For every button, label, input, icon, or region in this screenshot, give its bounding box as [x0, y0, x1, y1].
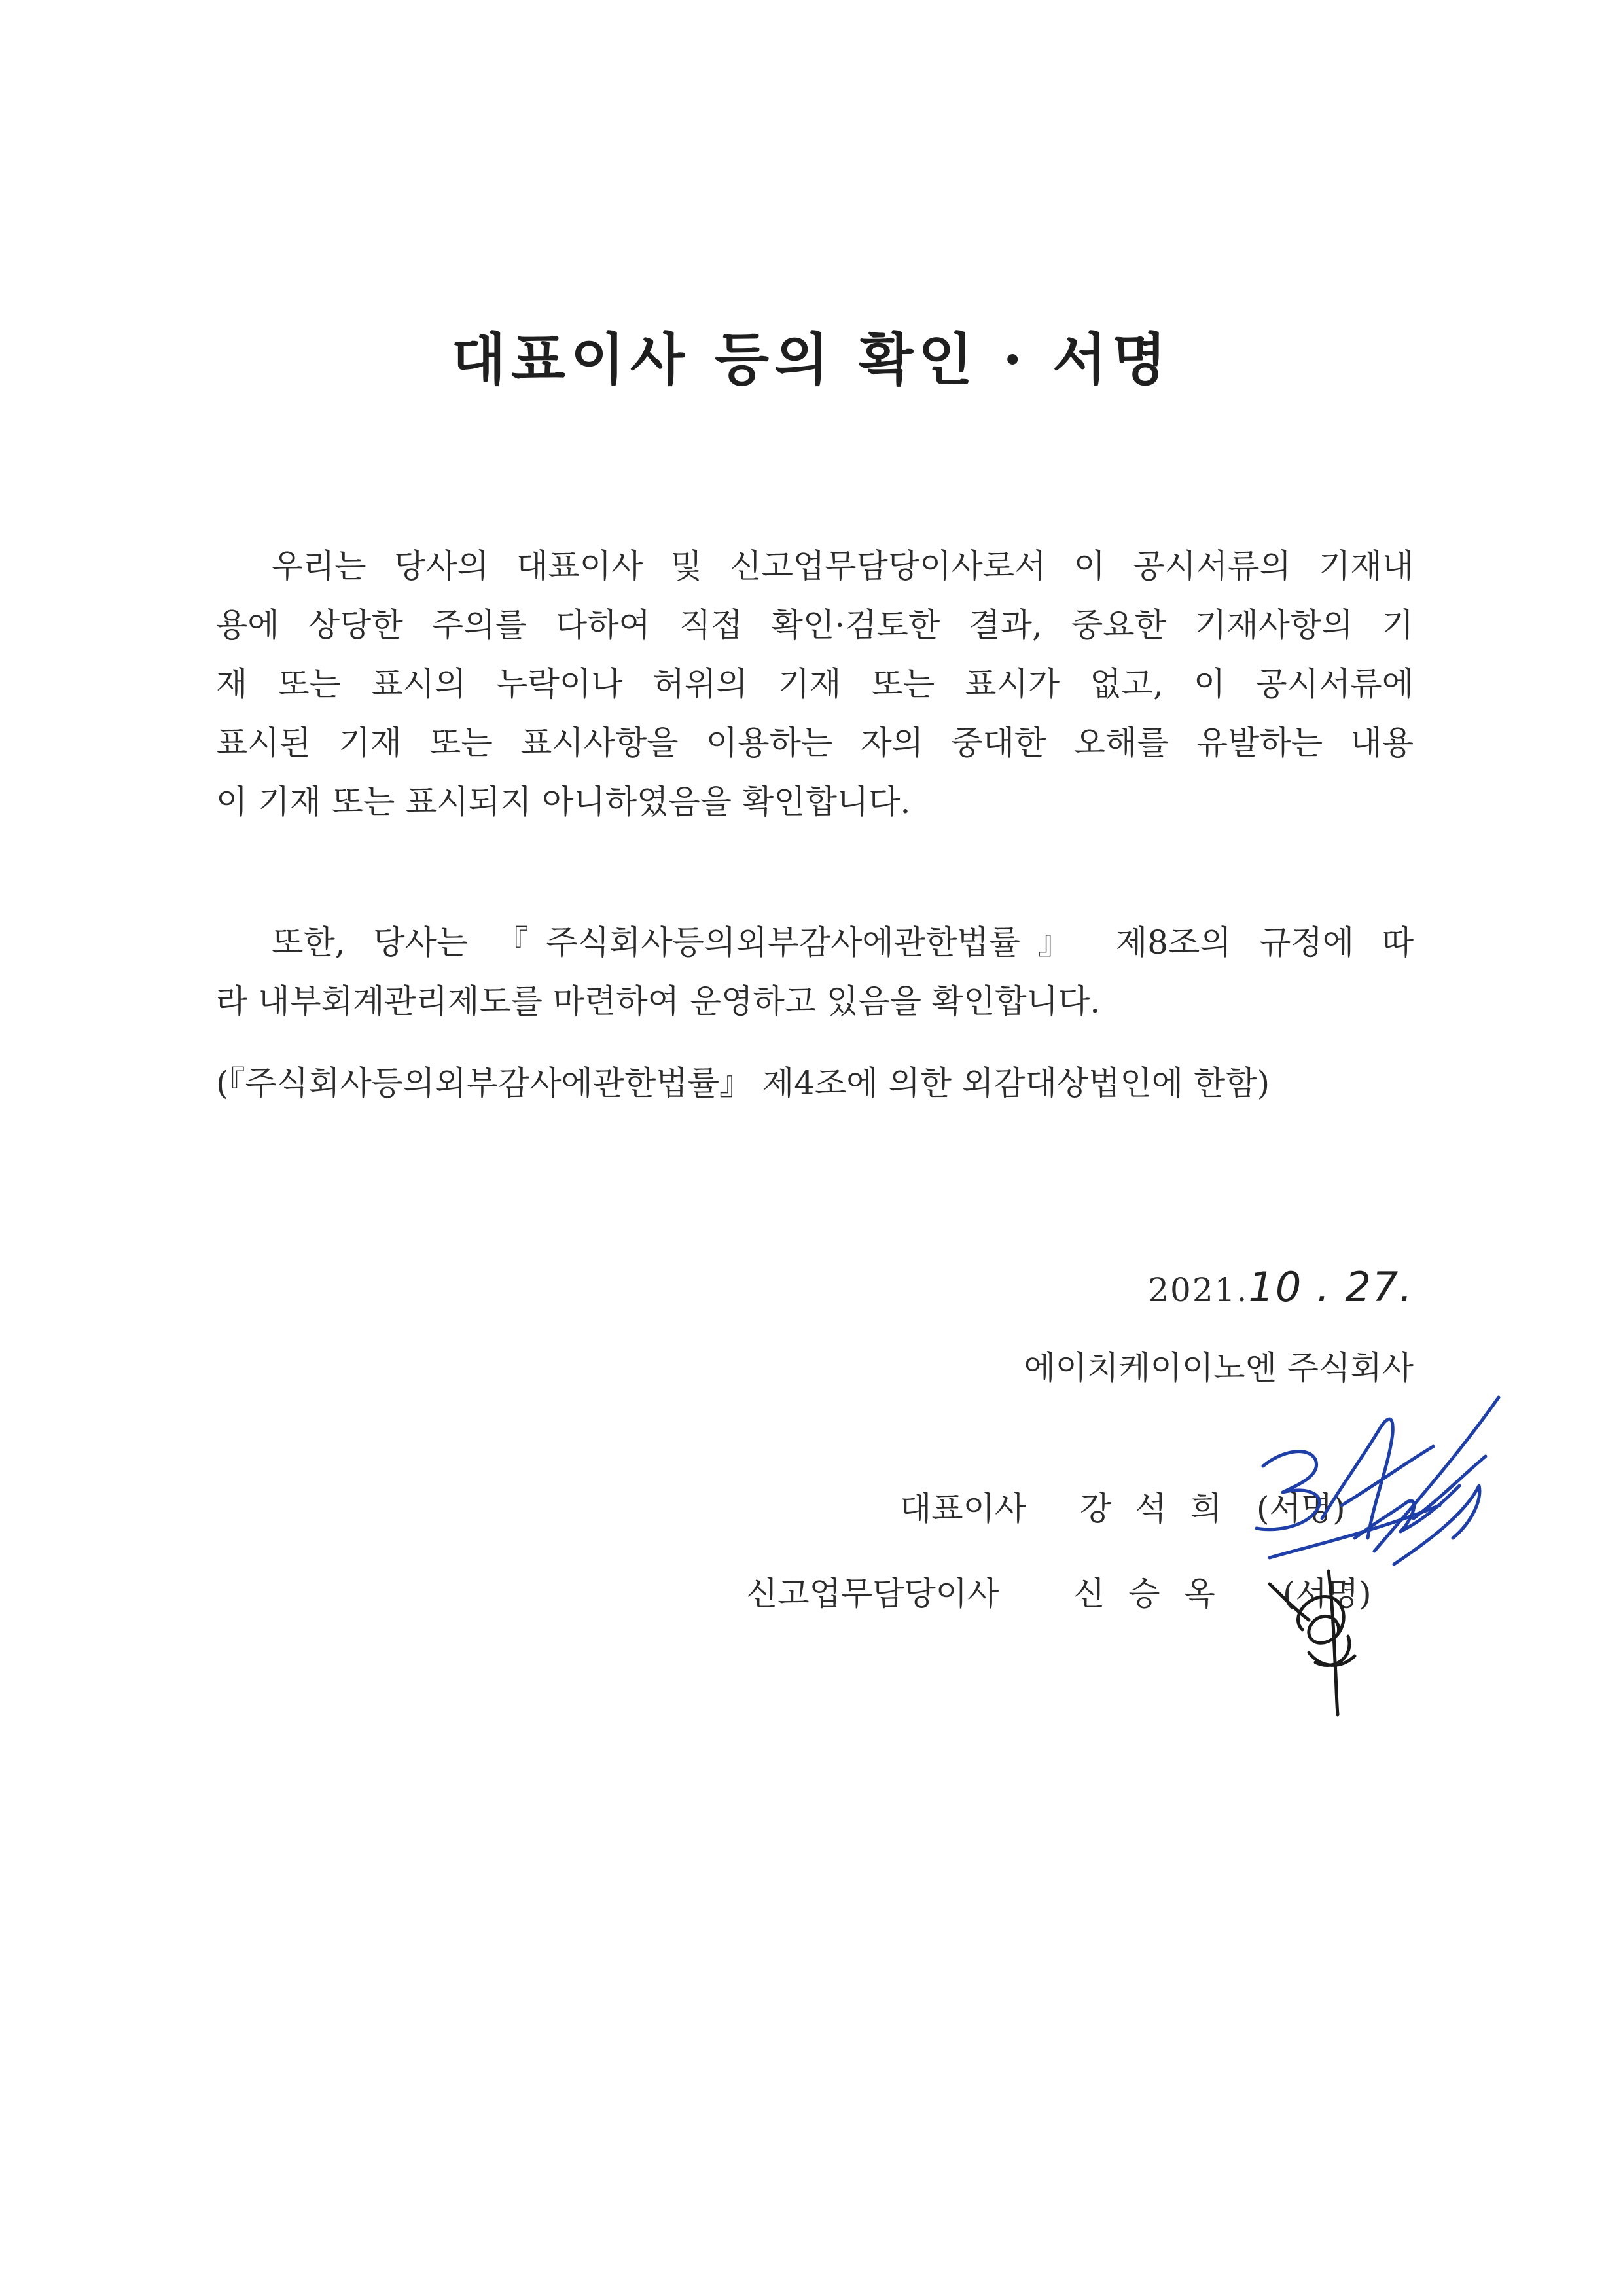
date-printed: 2021. [1148, 1271, 1249, 1309]
paragraph-line: 용에 상당한 주의를 다하여 직접 확인·검토한 결과, 중요한 기재사항의 기 [216, 606, 1414, 644]
paragraph-line: 재 또는 표시의 누락이나 허위의 기재 또는 표시가 없고, 이 공시서류에 [216, 665, 1414, 703]
paragraph-line: 이 기재 또는 표시되지 아니하였음을 확인합니다. [216, 783, 911, 821]
page-title: 대표이사 등의 확인 · 서명 [451, 327, 1172, 393]
date-handwritten: 10 . 27. [1248, 1263, 1414, 1311]
signatory-name: 강석희 [1080, 1490, 1245, 1528]
signatory-role: 대표이사 [900, 1490, 1027, 1528]
paragraph-line: 라 내부회계관리제도를 마련하여 운영하고 있음을 확인합니다. [216, 982, 1101, 1020]
signatory-name: 신승옥 [1073, 1575, 1239, 1613]
paragraph-line: 또한, 당사는 『주식회사등의외부감사에관한법률』 제8조의 규정에 따 [216, 924, 1414, 961]
signature-mark-label: (서명) [1257, 1490, 1346, 1528]
signatory-reporting-officer [0, 1568, 1623, 1620]
company-name: 에이치케이이노엔 주식회사 [1024, 1349, 1414, 1387]
applicability-note: (『주식회사등의외부감사에관한법률』 제4조에 의한 외감대상법인에 한함) [216, 1064, 1270, 1102]
internal-control-paragraph [216, 913, 1414, 1031]
confirmation-paragraph [216, 537, 1414, 831]
paragraph-line: 우리는 당사의 대표이사 및 신고업무담당이사로서 이 공시서류의 기재내 [216, 547, 1414, 585]
signatory-ceo [0, 1482, 1623, 1535]
paragraph-line: 표시된 기재 또는 표시사항을 이용하는 자의 중대한 오해를 유발하는 내용 [216, 724, 1414, 762]
signatory-role: 신고업무담당이사 [746, 1575, 999, 1613]
signing-date [1148, 1263, 1414, 1311]
signature-mark-label: (서명) [1283, 1575, 1372, 1613]
